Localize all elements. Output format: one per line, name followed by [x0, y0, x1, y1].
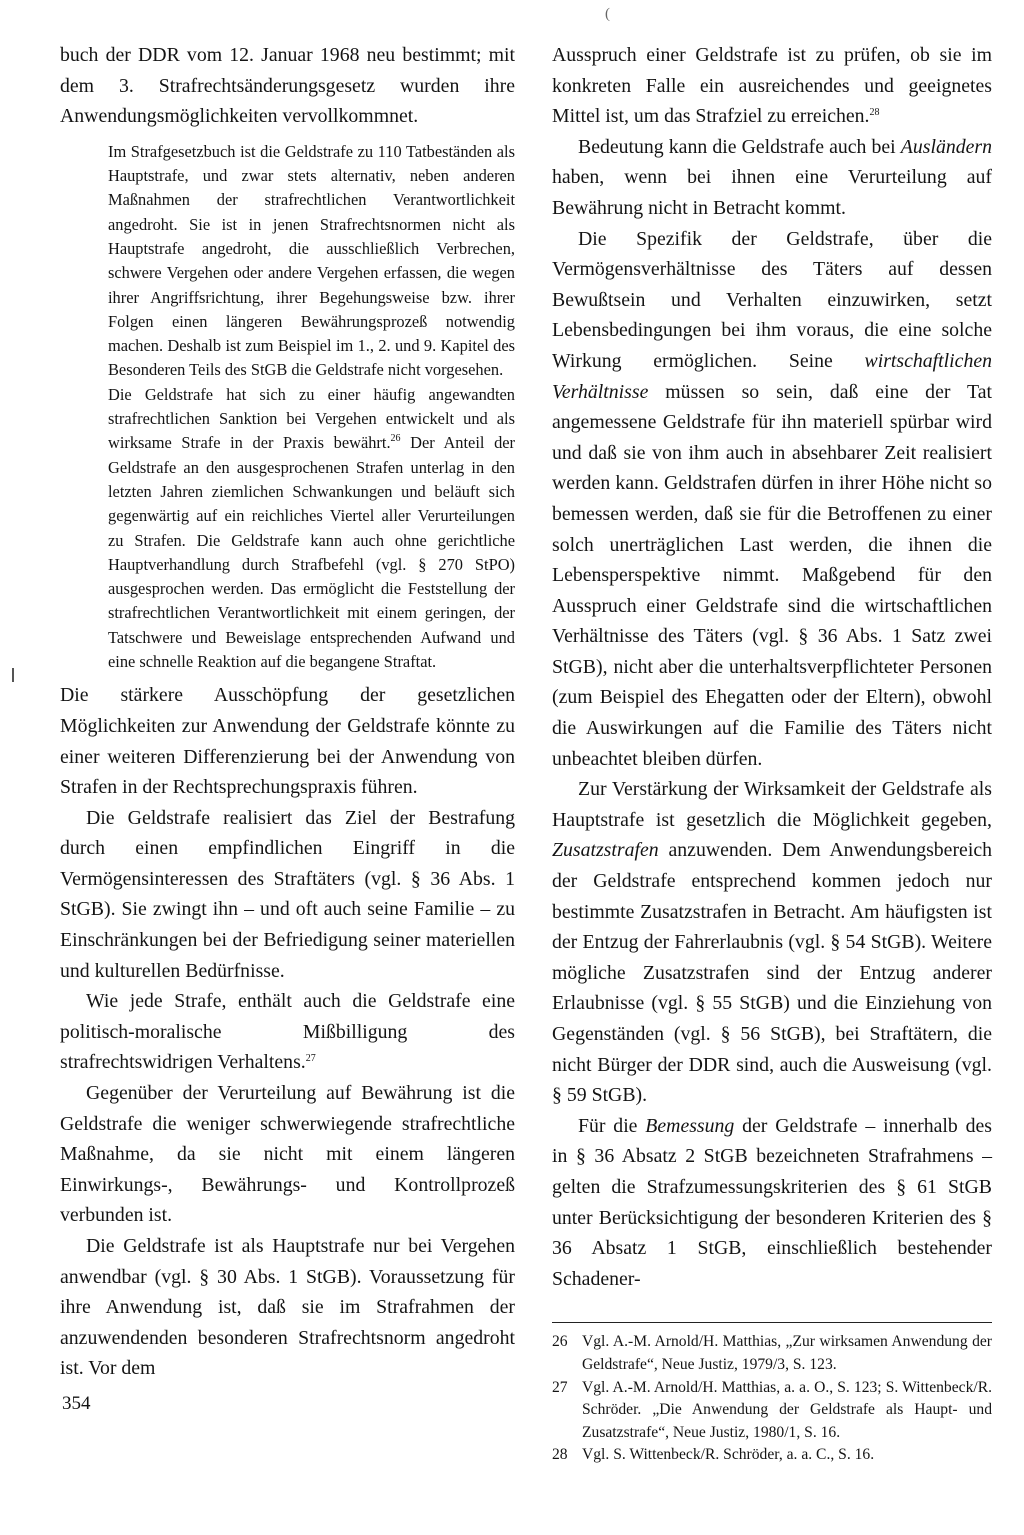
body-text: Bedeutung kann die Geldstrafe auch bei — [578, 135, 901, 158]
body-paragraph — [552, 224, 992, 775]
body-paragraph — [552, 40, 992, 132]
footnote-number: 26 — [552, 1333, 568, 1351]
footnote — [552, 1377, 992, 1445]
intro-paragraph: buch der DDR vom 12. Januar 1968 neu bestimmt; mit dem 3. Strafrechtsänderungsgesetz wurden ihre Anwendungsmöglichkeiten vervollkommnet. — [60, 44, 515, 128]
body-text: müssen so sein, daß eine der Tat angemessene Geldstrafe für ihn materiell spürbar wird und daß sie von ihm auch in absehbarer Zeit realisiert werden kann. Geldstrafen dürfen in ihrer Höhe nicht so bemessen werden, daß sie für die Betroffenen zu einer solch unerträglichen Last werden, die ihnen die Lebensperspektive nimmt. Maßgebend für den Ausspruch einer Geldstrafe sind die wirtschaftlichen Verhältnisse des Täters (vgl. § 36 Abs. 1 Satz zwei StGB), nicht aber die unterhaltsverpflichteter Personen (zum Beispiel des Ehegatten oder der Eltern), obwohl die Auswirkungen auf die Familie des Täters nicht unbeachtet bleiben dürfen. — [552, 380, 992, 770]
footnote-number: 27 — [552, 1378, 568, 1396]
page-number: 354 — [62, 1393, 91, 1414]
left-column — [60, 40, 515, 1384]
emphasis-text: wirtschaftlichen Verhältnisse — [552, 349, 992, 403]
footnotes — [552, 1322, 992, 1467]
body-text: anzuwenden. Dem Anwendungsbereich der Geldstrafe entsprechend kommen jedoch nur bestimmte Zusatzstrafen in Betracht. Am häufigsten ist der Entzug der Fahrerlaubnis (vgl. § 54 StGB). Weitere mögliche Zusatzstrafen sind der Entzug anderer Erlaubnisse (vgl. § 55 StGB) und die Einziehung von Gegenständen (vgl. § 56 StGB), bei Straftätern, die nicht Bürger der DDR sind, auch die Ausweisung (vgl. § 59 StGB). — [552, 839, 992, 1107]
small-print-paragraph-2 — [108, 383, 515, 675]
right-column — [552, 40, 992, 1467]
body-paragraph — [552, 132, 992, 224]
body-paragraph: Die Geldstrafe realisiert das Ziel der Bestrafung durch einen empfindlichen Eingriff in die Vermögensinteressen des Straftäters (vgl. § 36 Abs. 1 StGB). Sie zwingt ihn – und oft auch seine Familie – zu Einschränkungen bei der Befriedigung seiner materiellen und kulturellen Bedürfnisse. — [60, 806, 515, 982]
small-print-block — [108, 140, 515, 675]
body-paragraph — [552, 774, 992, 1111]
footnote-number: 28 — [552, 1446, 568, 1464]
body-text: Zur Verstärkung der Wirksamkeit der Geldstrafe als Hauptstrafe ist gesetzlich die Möglichkeit gegeben, — [552, 778, 992, 831]
small-print-paragraph-1: Im Strafgesetzbuch ist die Geldstrafe zu 110 Tatbeständen als Hauptstrafe, und zwar stets alternativ, neben anderen Maßnahmen der strafrechtlichen Verantwortlichkeit angedroht. Sie ist in jenen Strafrechtsnormen nicht als Hauptstrafe angedroht, die ausschließlich Verbrechen, schwere Vergehen oder andere Vergehen erfassen, die wegen ihrer Angriffsrichtung, ihrer Begehungsweise bzw. ihrer Folgen einen längeren Bewährungsprozeß notwendig machen. Deshalb ist zum Beispiel im 1., 2. und 9. Kapitel des Besonderen Teils des StGB die Geldstrafe nicht vorgesehen. — [108, 141, 515, 380]
footnote-ref-26[interactable]: 26 — [390, 433, 401, 445]
body-paragraph — [60, 986, 515, 1078]
body-text: Für die — [578, 1114, 646, 1137]
footnote-text: Vgl. A.-M. Arnold/H. Matthias, „Zur wirksamen Anwendung der Geldstrafe“, Neue Justiz, 1979/3, S. 123. — [582, 1333, 992, 1373]
body-paragraph — [552, 1111, 992, 1295]
body-text: haben, wenn bei ihnen eine Verurteilung auf Bewährung nicht in Betracht kommt. — [552, 166, 992, 219]
body-text: Ausspruch einer Geldstrafe ist zu prüfen, ob sie im konkreten Falle ein ausreichendes und geeignetes Mittel ist, um das Strafziel zu erreichen. — [552, 44, 992, 128]
body-paragraph: Die Geldstrafe ist als Hauptstrafe nur bei Vergehen anwendbar (vgl. § 30 Abs. 1 StGB). Voraussetzung für ihre Anwendung ist, daß sie im Strafrahmen der anzuwendenden besonderen Strafrechtsnorm angedroht ist. Vor dem — [60, 1235, 515, 1380]
footnote-text: Vgl. S. Wittenbeck/R. Schröder, a. a. C., S. 16. — [582, 1446, 875, 1464]
stray-mark: ( — [605, 6, 610, 22]
scan-dirt-mark — [12, 668, 14, 682]
body-text: der Geldstrafe – innerhalb des in § 36 Absatz 2 StGB bezeichneten Strafrahmens – gelten die Strafzumessungskriterien des § 61 StGB unter Berücksichtigung der besonderen Kriterien des § 36 Absatz 1 StGB, einschließlich bestehender Schadener- — [552, 1114, 992, 1290]
small-print-text: Die Geldstrafe hat sich zu einer häufig angewandten strafrechtlichen Sanktion bei Vergehen entwickelt und als wirksame Strafe in der Praxis bewährt. — [108, 384, 515, 453]
small-print-text: Der Anteil der Geldstrafe an den ausgesprochenen Strafen unterlag in den letzten Jahren ziemlichen Schwankungen und beläuft sich gegenwärtig auf ein reichliches Viertel aller Verurteilungen zu Strafen. Die Geldstrafe kann auch ohne gerichtliche Hauptverhandlung durch Strafbefehl (vgl. § 270 StPO) ausgesprochen werden. Das ermöglicht die Feststellung der strafrechtlichen Verantwortlichkeit mit einem geringen, der Tatschwere und Beweislage entsprechenden Aufwand und eine schnelle Reaktion auf die begangene Straftat. — [108, 433, 515, 672]
footnote — [552, 1331, 992, 1376]
emphasis-text: Bemessung — [645, 1114, 735, 1137]
body-paragraph: Gegenüber der Verurteilung auf Bewährung ist die Geldstrafe die weniger schwerwiegende strafrechtliche Maßnahme, da sie nicht mit einem längeren Einwirkungs-, Bewährungs- und Kontrollprozeß verbunden ist. — [60, 1082, 515, 1227]
body-paragraph: Die stärkere Ausschöpfung der gesetzlichen Möglichkeiten zur Anwendung der Geldstrafe könnte zu einer weiteren Differenzierung bei der Anwendung von Strafen in der Rechtsprechungspraxis führen. — [60, 684, 515, 799]
footnote-text: Vgl. A.-M. Arnold/H. Matthias, a. a. O., S. 123; S. Wittenbeck/R. Schröder. „Die Anwendung der Geldstrafe als Haupt- und Zusatzstrafe“, Neue Justiz, 1980/1, S. 16. — [582, 1378, 992, 1441]
emphasis-text: Ausländern — [900, 135, 992, 158]
footnote-ref-28[interactable]: 28 — [869, 107, 880, 119]
body-text: Wie jede Strafe, enthält auch die Geldstrafe eine politisch-moralische Mißbilligung des strafrechtswidrigen Verhaltens. — [60, 990, 515, 1074]
footnote — [552, 1444, 992, 1467]
footnote-ref-27[interactable]: 27 — [305, 1053, 316, 1065]
emphasis-text: Zusatzstrafen — [552, 839, 659, 862]
body-text: Die Spezifik der Geldstrafe, über die Vermögensverhältnisse des Täters auf dessen Bewußtsein und Verhalten einzuwirken, setzt Lebensbedingungen bei ihm voraus, die eine solche Wirkung ermöglichen. Seine — [552, 227, 992, 372]
